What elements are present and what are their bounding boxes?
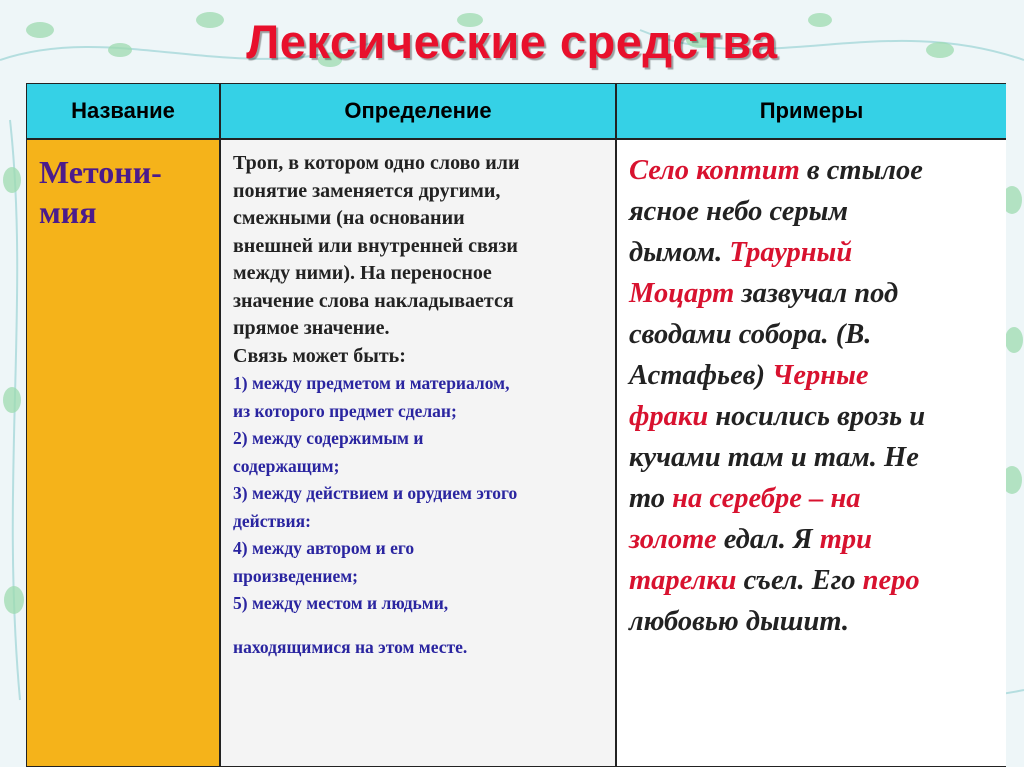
highlight: перо bbox=[862, 565, 920, 596]
definition-line: значение слова накладывается bbox=[233, 289, 514, 312]
connection-type-line: действия: bbox=[233, 510, 311, 531]
header-examples: Примеры bbox=[617, 84, 1006, 140]
connection-type-line: содержащим; bbox=[233, 455, 340, 476]
highlight: на серебре – на bbox=[672, 483, 861, 514]
highlight: фраки bbox=[629, 401, 709, 432]
connection-type-line: 2) между содержимым и bbox=[233, 428, 424, 448]
header-definition: Определение bbox=[221, 84, 617, 140]
example-text: едал. Я bbox=[716, 524, 820, 555]
connection-type-line: 1) между предметом и материалом, bbox=[233, 373, 510, 393]
highlight: Село коптит bbox=[629, 155, 800, 186]
highlight: Черные bbox=[772, 360, 869, 391]
example-line: сводами собора. (В. bbox=[629, 319, 872, 350]
definition-line: внешней или внутренней связи bbox=[233, 234, 518, 257]
examples-cell bbox=[617, 140, 1006, 766]
example-line: кучами там и там. Не bbox=[629, 442, 919, 473]
example-line bbox=[629, 232, 996, 273]
example-line bbox=[629, 519, 996, 560]
highlight: Траурный bbox=[729, 237, 853, 268]
spacer bbox=[233, 618, 605, 634]
definition-line: между ними). На переносное bbox=[233, 262, 492, 284]
definition-line: Троп, в котором одно слово или bbox=[233, 152, 520, 174]
term-line-1: Метони- bbox=[39, 154, 162, 190]
example-text: зазвучал под bbox=[734, 278, 899, 309]
connection-type-line: находящимися на этом месте. bbox=[233, 636, 468, 657]
definition-cell bbox=[221, 140, 617, 766]
definition-line: смежными (на основании bbox=[233, 207, 465, 229]
highlight: золоте bbox=[629, 524, 717, 555]
highlight: три bbox=[819, 524, 872, 555]
lexical-means-table bbox=[26, 83, 1006, 767]
example-text: в стылое bbox=[799, 155, 923, 186]
example-text: то bbox=[629, 483, 673, 514]
slide-title: Лексические средства bbox=[246, 15, 778, 68]
highlight: тарелки bbox=[629, 565, 737, 596]
definition-line: прямое значение. bbox=[233, 317, 390, 339]
example-text: дымом. bbox=[629, 237, 730, 268]
example-text: съел. Его bbox=[736, 565, 863, 596]
connection-type-line: 5) между местом и людьми, bbox=[233, 593, 449, 613]
example-line bbox=[629, 396, 996, 437]
example-text: носились врозь и bbox=[708, 401, 926, 432]
connection-type-line: из которого предмет сделан; bbox=[233, 400, 457, 421]
connection-type-line: произведением; bbox=[233, 565, 358, 586]
example-line bbox=[629, 560, 996, 601]
highlight: Моцарт bbox=[629, 278, 735, 309]
example-line bbox=[629, 273, 996, 314]
example-line bbox=[629, 478, 996, 519]
example-text: Астафьев) bbox=[629, 360, 773, 391]
connection-type-line: 3) между действием и орудием этого bbox=[233, 483, 518, 503]
example-line: любовью дышит. bbox=[629, 606, 849, 637]
example-line bbox=[629, 355, 996, 396]
definition-line: понятие заменяется другими, bbox=[233, 179, 501, 202]
example-line bbox=[629, 150, 996, 191]
term-cell bbox=[27, 140, 221, 766]
term-line-2: мия bbox=[39, 194, 97, 230]
definition-line: Связь может быть: bbox=[233, 344, 406, 367]
header-name: Название bbox=[27, 84, 221, 140]
example-line: ясное небо серым bbox=[629, 196, 848, 227]
connection-type-line: 4) между автором и его bbox=[233, 538, 415, 558]
